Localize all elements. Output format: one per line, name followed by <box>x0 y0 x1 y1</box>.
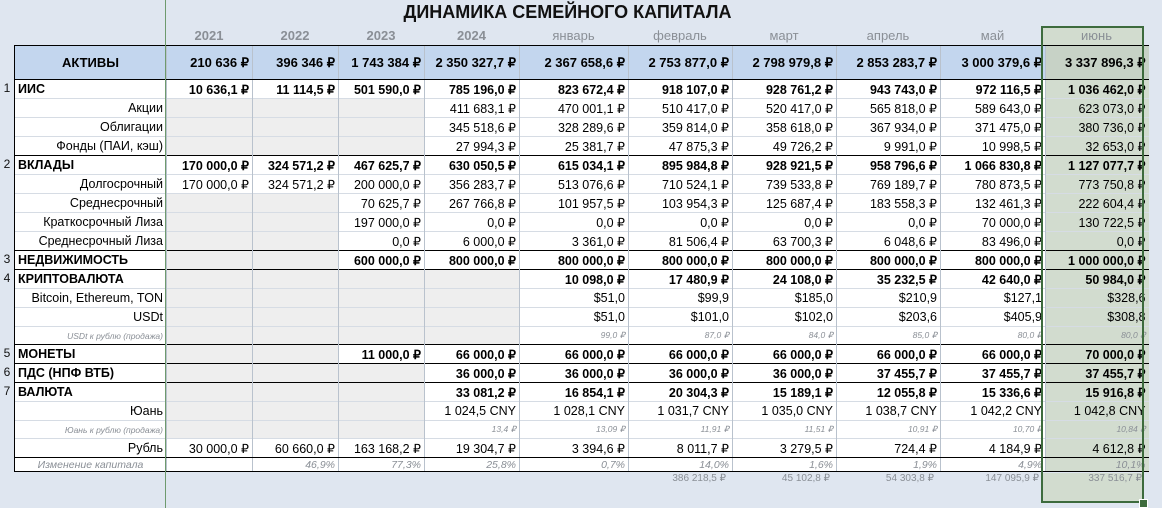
table-cell[interactable]: 8 011,7 ₽ <box>629 439 733 458</box>
table-cell[interactable]: 80,0 ₽ <box>1046 327 1149 345</box>
table-row <box>15 213 1149 232</box>
table-cell[interactable]: 396 346 ₽ <box>253 46 339 80</box>
row-number: 5 <box>3 346 11 360</box>
table-cell[interactable]: 928 761,2 ₽ <box>733 80 837 99</box>
table-cell[interactable]: 267 766,8 ₽ <box>425 194 520 213</box>
row-number: 3 <box>3 252 11 266</box>
table-cell[interactable]: 2 853 283,7 ₽ <box>837 46 941 80</box>
table-cell[interactable]: 1 743 384 ₽ <box>339 46 425 80</box>
row-label[interactable]: Bitcoin, Ethereum, TON <box>15 289 167 308</box>
row-number: 4 <box>3 271 11 285</box>
table-cell[interactable] <box>167 458 253 472</box>
table-cell[interactable] <box>253 345 339 364</box>
table-cell[interactable] <box>253 308 339 327</box>
table-cell[interactable]: 739 533,8 ₽ <box>733 175 837 194</box>
table-cell[interactable]: 36 000,0 ₽ <box>629 364 733 383</box>
table-cell[interactable]: 30 000,0 ₽ <box>167 439 253 458</box>
table-cell[interactable] <box>253 421 339 439</box>
row-label[interactable]: ВКЛАДЫ <box>15 156 167 175</box>
row-label[interactable]: Долгосрочный <box>15 175 167 194</box>
table-cell[interactable]: 87,0 ₽ <box>629 327 733 345</box>
table-cell[interactable]: 37 455,7 ₽ <box>1046 364 1149 383</box>
row-label[interactable]: НЕДВИЖИМОСТЬ <box>15 251 167 270</box>
table-row <box>15 46 1149 80</box>
table-cell[interactable] <box>339 327 425 345</box>
row-label[interactable]: МОНЕТЫ <box>15 345 167 364</box>
table-cell[interactable]: 10 636,1 ₽ <box>167 80 253 99</box>
table-cell[interactable] <box>253 194 339 213</box>
footer-delta[interactable]: 386 218,5 ₽ <box>672 473 726 484</box>
row-label[interactable]: Облигации <box>15 118 167 137</box>
table-cell[interactable]: 510 417,0 ₽ <box>629 99 733 118</box>
table-cell[interactable] <box>167 289 253 308</box>
table-cell[interactable]: 66 000,0 ₽ <box>425 345 520 364</box>
table-cell[interactable]: 623 073,0 ₽ <box>1046 99 1149 118</box>
table-cell[interactable]: 16 854,1 ₽ <box>520 383 629 402</box>
table-cell[interactable]: 358 618,0 ₽ <box>733 118 837 137</box>
table-cell[interactable]: 1 028,1 CNY <box>520 402 629 421</box>
table-cell[interactable]: 1 127 077,7 ₽ <box>1046 156 1149 175</box>
table-cell[interactable]: 12 055,8 ₽ <box>837 383 941 402</box>
table-cell[interactable] <box>167 421 253 439</box>
table-cell[interactable] <box>167 118 253 137</box>
table-cell[interactable]: $99,9 <box>629 289 733 308</box>
table-cell[interactable] <box>253 364 339 383</box>
table-cell[interactable]: 84,0 ₽ <box>733 327 837 345</box>
table-row <box>15 137 1149 156</box>
row-number: 6 <box>3 365 11 379</box>
table-row <box>15 458 1149 472</box>
table-cell[interactable]: 70 000,0 ₽ <box>1046 345 1149 364</box>
table-cell[interactable]: 324 571,2 ₽ <box>253 175 339 194</box>
row-label[interactable]: USDt к рублю (продажа) <box>15 327 167 345</box>
table-cell[interactable]: 800 000,0 ₽ <box>425 251 520 270</box>
table-cell[interactable]: 367 934,0 ₽ <box>837 118 941 137</box>
column-header[interactable]: 2022 <box>280 28 310 43</box>
table-cell[interactable]: 70 000,0 ₽ <box>941 213 1046 232</box>
table-cell[interactable] <box>339 383 425 402</box>
table-cell[interactable] <box>167 402 253 421</box>
table-cell[interactable] <box>253 327 339 345</box>
footer-delta[interactable]: 147 095,9 ₽ <box>985 473 1039 484</box>
footer-delta[interactable]: 337 516,7 ₽ <box>1088 473 1142 484</box>
footer-delta[interactable]: 45 102,8 ₽ <box>781 473 830 484</box>
table-cell[interactable]: $51,0 <box>520 289 629 308</box>
table-cell[interactable]: 2 350 327,7 ₽ <box>425 46 520 80</box>
table-cell[interactable] <box>167 99 253 118</box>
table-cell[interactable]: 2 753 877,0 ₽ <box>629 46 733 80</box>
table-cell[interactable]: 10,84 ₽ <box>1046 421 1149 439</box>
row-label[interactable]: Юань <box>15 402 167 421</box>
row-label[interactable]: Акции <box>15 99 167 118</box>
table-cell[interactable] <box>425 308 520 327</box>
table-cell[interactable]: 6 048,6 ₽ <box>837 232 941 251</box>
table-cell[interactable] <box>167 364 253 383</box>
column-header[interactable]: 2023 <box>366 28 396 43</box>
table-row <box>15 80 1149 99</box>
table-cell[interactable]: 2 367 658,6 ₽ <box>520 46 629 80</box>
table-row <box>15 345 1149 364</box>
table-cell[interactable] <box>339 99 425 118</box>
table-cell[interactable]: 10,1% <box>1046 458 1149 472</box>
table-cell[interactable]: 63 700,3 ₽ <box>733 232 837 251</box>
table-cell[interactable]: 710 524,1 ₽ <box>629 175 733 194</box>
table-row <box>15 270 1149 289</box>
table-cell[interactable] <box>425 270 520 289</box>
table-cell[interactable]: 19 304,7 ₽ <box>425 439 520 458</box>
table-cell[interactable]: 27 994,3 ₽ <box>425 137 520 156</box>
table-cell[interactable]: 1 035,0 CNY <box>733 402 837 421</box>
table-cell[interactable] <box>167 270 253 289</box>
row-label[interactable]: USDt <box>15 308 167 327</box>
table-cell[interactable]: 46,9% <box>253 458 339 472</box>
table-cell[interactable]: 200 000,0 ₽ <box>339 175 425 194</box>
assets-header-label[interactable]: АКТИВЫ <box>15 46 167 80</box>
table-cell[interactable]: 11 000,0 ₽ <box>339 345 425 364</box>
table-cell[interactable] <box>167 137 253 156</box>
table-cell[interactable]: 49 726,2 ₽ <box>733 137 837 156</box>
table-cell[interactable]: $185,0 <box>733 289 837 308</box>
table-row <box>15 118 1149 137</box>
table-cell[interactable]: 10 998,5 ₽ <box>941 137 1046 156</box>
table-cell[interactable]: 2 798 979,8 ₽ <box>733 46 837 80</box>
table-cell[interactable]: 972 116,5 ₽ <box>941 80 1046 99</box>
table-cell[interactable]: 163 168,2 ₽ <box>339 439 425 458</box>
table-cell[interactable]: 11,51 ₽ <box>733 421 837 439</box>
table-cell[interactable]: 4 184,9 ₽ <box>941 439 1046 458</box>
row-label[interactable]: ИИС <box>15 80 167 99</box>
table-cell[interactable] <box>253 99 339 118</box>
table-cell[interactable]: 3 279,5 ₽ <box>733 439 837 458</box>
table-row <box>15 99 1149 118</box>
frozen-pane-divider <box>165 0 166 508</box>
table-cell[interactable]: 24 108,0 ₽ <box>733 270 837 289</box>
column-header[interactable]: июнь <box>1081 28 1112 43</box>
table-row <box>15 308 1149 327</box>
table-row <box>15 383 1149 402</box>
table-row <box>15 421 1149 439</box>
table-cell[interactable]: 9 991,0 ₽ <box>837 137 941 156</box>
table-cell[interactable] <box>253 213 339 232</box>
table-cell[interactable]: $328,6 <box>1046 289 1149 308</box>
table-cell[interactable]: 800 000,0 ₽ <box>837 251 941 270</box>
table-cell[interactable]: 37 455,7 ₽ <box>837 364 941 383</box>
table-cell[interactable]: $203,6 <box>837 308 941 327</box>
table-cell[interactable]: 800 000,0 ₽ <box>629 251 733 270</box>
table-cell[interactable]: $405,9 <box>941 308 1046 327</box>
table-cell[interactable]: 630 050,5 ₽ <box>425 156 520 175</box>
table-cell[interactable] <box>253 270 339 289</box>
table-cell[interactable]: 10,70 ₽ <box>941 421 1046 439</box>
column-header[interactable]: март <box>769 28 799 43</box>
table-row <box>15 175 1149 194</box>
table-cell[interactable]: $127,1 <box>941 289 1046 308</box>
table-cell[interactable]: 918 107,0 ₽ <box>629 80 733 99</box>
row-label[interactable]: Фонды (ПАИ, кэш) <box>15 137 167 156</box>
table-cell[interactable] <box>253 232 339 251</box>
table-cell[interactable]: 6 000,0 ₽ <box>425 232 520 251</box>
column-header[interactable]: январь <box>552 28 595 43</box>
table-cell[interactable] <box>339 118 425 137</box>
table-cell[interactable]: 0,0 ₽ <box>837 213 941 232</box>
table-cell[interactable]: 32 653,0 ₽ <box>1046 137 1149 156</box>
table-cell[interactable] <box>167 213 253 232</box>
table-cell[interactable]: $210,9 <box>837 289 941 308</box>
table-cell[interactable]: $51,0 <box>520 308 629 327</box>
table-cell[interactable] <box>339 137 425 156</box>
column-header[interactable]: 2021 <box>194 28 224 43</box>
table-cell[interactable]: 222 604,4 ₽ <box>1046 194 1149 213</box>
table-cell[interactable]: 0,0 ₽ <box>733 213 837 232</box>
table-row <box>15 289 1149 308</box>
table-cell[interactable]: 371 475,0 ₽ <box>941 118 1046 137</box>
table-cell[interactable]: 0,0 ₽ <box>425 213 520 232</box>
table-cell[interactable]: 17 480,9 ₽ <box>629 270 733 289</box>
table-cell[interactable]: 380 736,0 ₽ <box>1046 118 1149 137</box>
row-label[interactable]: Юань к рублю (продажа) <box>15 421 167 439</box>
table-cell[interactable]: 25 381,7 ₽ <box>520 137 629 156</box>
table-cell[interactable]: $102,0 <box>733 308 837 327</box>
table-cell[interactable]: 513 076,6 ₽ <box>520 175 629 194</box>
table-row <box>15 439 1149 458</box>
table-cell[interactable]: 0,0 ₽ <box>629 213 733 232</box>
table-row <box>15 402 1149 421</box>
table-cell[interactable]: 183 558,3 ₽ <box>837 194 941 213</box>
table-cell[interactable]: 14,0% <box>629 458 733 472</box>
table-cell[interactable] <box>167 232 253 251</box>
table-cell[interactable]: 773 750,8 ₽ <box>1046 175 1149 194</box>
table-cell[interactable]: 1,6% <box>733 458 837 472</box>
table-cell[interactable]: 20 304,3 ₽ <box>629 383 733 402</box>
capital-table <box>14 45 1149 472</box>
table-cell[interactable]: 11 114,5 ₽ <box>253 80 339 99</box>
table-cell[interactable]: 1 042,8 CNY <box>1046 402 1149 421</box>
table-cell[interactable]: 1 031,7 CNY <box>629 402 733 421</box>
column-header[interactable]: февраль <box>653 28 707 43</box>
table-cell[interactable] <box>339 270 425 289</box>
table-cell[interactable]: 328 289,6 ₽ <box>520 118 629 137</box>
table-cell[interactable]: 66 000,0 ₽ <box>733 345 837 364</box>
row-label[interactable]: Рубль <box>15 439 167 458</box>
table-cell[interactable]: 37 455,7 ₽ <box>941 364 1046 383</box>
table-cell[interactable]: 99,0 ₽ <box>520 327 629 345</box>
row-label[interactable]: Среднесрочный <box>15 194 167 213</box>
table-row <box>15 194 1149 213</box>
table-cell[interactable]: 1,9% <box>837 458 941 472</box>
table-cell[interactable]: 33 081,2 ₽ <box>425 383 520 402</box>
table-cell[interactable]: 83 496,0 ₽ <box>941 232 1046 251</box>
table-cell[interactable]: 943 743,0 ₽ <box>837 80 941 99</box>
table-cell[interactable]: 467 625,7 ₽ <box>339 156 425 175</box>
table-row <box>15 232 1149 251</box>
table-cell[interactable]: 130 722,5 ₽ <box>1046 213 1149 232</box>
table-cell[interactable]: 1 038,7 CNY <box>837 402 941 421</box>
table-cell[interactable]: 70 625,7 ₽ <box>339 194 425 213</box>
table-cell[interactable]: 10 098,0 ₽ <box>520 270 629 289</box>
row-label[interactable]: КРИПТОВАЛЮТА <box>15 270 167 289</box>
table-cell[interactable]: 1 000 000,0 ₽ <box>1046 251 1149 270</box>
table-cell[interactable] <box>339 308 425 327</box>
table-cell[interactable]: 125 687,4 ₽ <box>733 194 837 213</box>
table-cell[interactable]: 15 336,6 ₽ <box>941 383 1046 402</box>
table-cell[interactable]: $101,0 <box>629 308 733 327</box>
table-cell[interactable] <box>167 194 253 213</box>
table-cell[interactable] <box>167 308 253 327</box>
table-cell[interactable]: 4,9% <box>941 458 1046 472</box>
table-cell[interactable]: 66 000,0 ₽ <box>941 345 1046 364</box>
table-cell[interactable]: 36 000,0 ₽ <box>520 364 629 383</box>
table-cell[interactable] <box>339 421 425 439</box>
table-cell[interactable] <box>167 327 253 345</box>
table-cell[interactable]: 800 000,0 ₽ <box>520 251 629 270</box>
table-cell[interactable]: 13,09 ₽ <box>520 421 629 439</box>
table-cell[interactable]: 589 643,0 ₽ <box>941 99 1046 118</box>
table-cell[interactable]: 3 000 379,6 ₽ <box>941 46 1046 80</box>
table-cell[interactable] <box>253 289 339 308</box>
table-cell[interactable]: 35 232,5 ₽ <box>837 270 941 289</box>
row-label[interactable]: Среднесрочный Лиза <box>15 232 167 251</box>
table-cell[interactable]: 600 000,0 ₽ <box>339 251 425 270</box>
table-cell[interactable]: 0,7% <box>520 458 629 472</box>
table-cell[interactable]: 3 337 896,3 ₽ <box>1046 46 1149 80</box>
table-cell[interactable] <box>167 345 253 364</box>
table-cell[interactable]: 170 000,0 ₽ <box>167 156 253 175</box>
table-cell[interactable]: 13,4 ₽ <box>425 421 520 439</box>
table-cell[interactable]: 958 796,6 ₽ <box>837 156 941 175</box>
row-number: 1 <box>3 81 11 95</box>
table-cell[interactable]: 780 873,5 ₽ <box>941 175 1046 194</box>
table-cell[interactable]: 345 518,6 ₽ <box>425 118 520 137</box>
column-header[interactable]: апрель <box>866 28 910 43</box>
fill-handle[interactable] <box>1139 499 1148 508</box>
capital-change-label[interactable]: Изменение капитала <box>15 458 167 472</box>
table-cell[interactable]: 11,91 ₽ <box>629 421 733 439</box>
table-cell[interactable]: 1 042,2 CNY <box>941 402 1046 421</box>
table-row <box>15 156 1149 175</box>
table-cell[interactable]: 197 000,0 ₽ <box>339 213 425 232</box>
table-cell[interactable]: 50 984,0 ₽ <box>1046 270 1149 289</box>
table-cell[interactable]: 36 000,0 ₽ <box>733 364 837 383</box>
table-cell[interactable] <box>253 402 339 421</box>
table-cell[interactable]: 15 916,8 ₽ <box>1046 383 1149 402</box>
table-cell[interactable]: 210 636 ₽ <box>167 46 253 80</box>
table-cell[interactable]: 800 000,0 ₽ <box>941 251 1046 270</box>
table-cell[interactable]: 928 921,5 ₽ <box>733 156 837 175</box>
table-cell[interactable] <box>339 402 425 421</box>
table-cell[interactable]: 359 814,0 ₽ <box>629 118 733 137</box>
table-cell[interactable]: 895 984,8 ₽ <box>629 156 733 175</box>
table-cell[interactable]: 615 034,1 ₽ <box>520 156 629 175</box>
row-label[interactable]: ПДС (НПФ ВТБ) <box>15 364 167 383</box>
table-cell[interactable]: 470 001,1 ₽ <box>520 99 629 118</box>
column-header[interactable]: май <box>980 28 1005 43</box>
row-label[interactable]: ВАЛЮТА <box>15 383 167 402</box>
table-cell[interactable] <box>253 118 339 137</box>
table-cell[interactable]: 0,0 ₽ <box>339 232 425 251</box>
page-title: ДИНАМИКА СЕМЕЙНОГО КАПИТАЛА <box>403 2 732 22</box>
table-cell[interactable]: 356 283,7 ₽ <box>425 175 520 194</box>
table-cell[interactable]: 800 000,0 ₽ <box>733 251 837 270</box>
table-cell[interactable]: 1 024,5 CNY <box>425 402 520 421</box>
table-cell[interactable]: 36 000,0 ₽ <box>425 364 520 383</box>
table-cell[interactable]: 823 672,4 ₽ <box>520 80 629 99</box>
table-cell[interactable]: 785 196,0 ₽ <box>425 80 520 99</box>
table-cell[interactable]: 0,0 ₽ <box>1046 232 1149 251</box>
table-cell[interactable]: 324 571,2 ₽ <box>253 156 339 175</box>
table-cell[interactable]: 411 683,1 ₽ <box>425 99 520 118</box>
table-cell[interactable] <box>425 327 520 345</box>
column-header[interactable]: 2024 <box>457 28 486 43</box>
table-row <box>15 251 1149 270</box>
table-cell[interactable] <box>253 137 339 156</box>
table-row <box>15 327 1149 345</box>
table-cell[interactable] <box>167 383 253 402</box>
table-cell[interactable]: 10,91 ₽ <box>837 421 941 439</box>
table-cell[interactable]: 724,4 ₽ <box>837 439 941 458</box>
table-cell[interactable]: 3 361,0 ₽ <box>520 232 629 251</box>
table-cell[interactable]: 77,3% <box>339 458 425 472</box>
table-cell[interactable] <box>253 383 339 402</box>
table-cell[interactable]: 42 640,0 ₽ <box>941 270 1046 289</box>
table-cell[interactable]: 85,0 ₽ <box>837 327 941 345</box>
table-cell[interactable]: 60 660,0 ₽ <box>253 439 339 458</box>
table-cell[interactable]: 81 506,4 ₽ <box>629 232 733 251</box>
table-cell[interactable]: 565 818,0 ₽ <box>837 99 941 118</box>
table-cell[interactable]: 170 000,0 ₽ <box>167 175 253 194</box>
table-cell[interactable]: 1 066 830,8 ₽ <box>941 156 1046 175</box>
table-cell[interactable]: 1 036 462,0 ₽ <box>1046 80 1149 99</box>
table-cell[interactable]: 132 461,3 ₽ <box>941 194 1046 213</box>
table-row <box>15 364 1149 383</box>
table-cell[interactable]: 3 394,6 ₽ <box>520 439 629 458</box>
table-cell[interactable] <box>167 251 253 270</box>
row-label[interactable]: Краткосрочный Лиза <box>15 213 167 232</box>
row-number: 7 <box>3 384 11 398</box>
table-cell[interactable]: 15 189,1 ₽ <box>733 383 837 402</box>
table-cell[interactable]: 66 000,0 ₽ <box>520 345 629 364</box>
table-cell[interactable]: 66 000,0 ₽ <box>837 345 941 364</box>
table-cell[interactable]: 520 417,0 ₽ <box>733 99 837 118</box>
row-number: 2 <box>3 157 11 171</box>
table-cell[interactable]: 769 189,7 ₽ <box>837 175 941 194</box>
table-cell[interactable]: 101 957,5 ₽ <box>520 194 629 213</box>
footer-delta[interactable]: 54 303,8 ₽ <box>885 473 934 484</box>
table-cell[interactable] <box>253 251 339 270</box>
table-cell[interactable] <box>339 289 425 308</box>
table-cell[interactable]: 80,0 ₽ <box>941 327 1046 345</box>
table-cell[interactable]: 66 000,0 ₽ <box>629 345 733 364</box>
table-cell[interactable]: $308,8 <box>1046 308 1149 327</box>
table-cell[interactable]: 103 954,3 ₽ <box>629 194 733 213</box>
table-cell[interactable]: 501 590,0 ₽ <box>339 80 425 99</box>
table-cell[interactable]: 0,0 ₽ <box>520 213 629 232</box>
table-cell[interactable] <box>339 364 425 383</box>
table-cell[interactable]: 25,8% <box>425 458 520 472</box>
table-cell[interactable]: 47 875,3 ₽ <box>629 137 733 156</box>
table-cell[interactable]: 4 612,8 ₽ <box>1046 439 1149 458</box>
table-cell[interactable] <box>425 289 520 308</box>
